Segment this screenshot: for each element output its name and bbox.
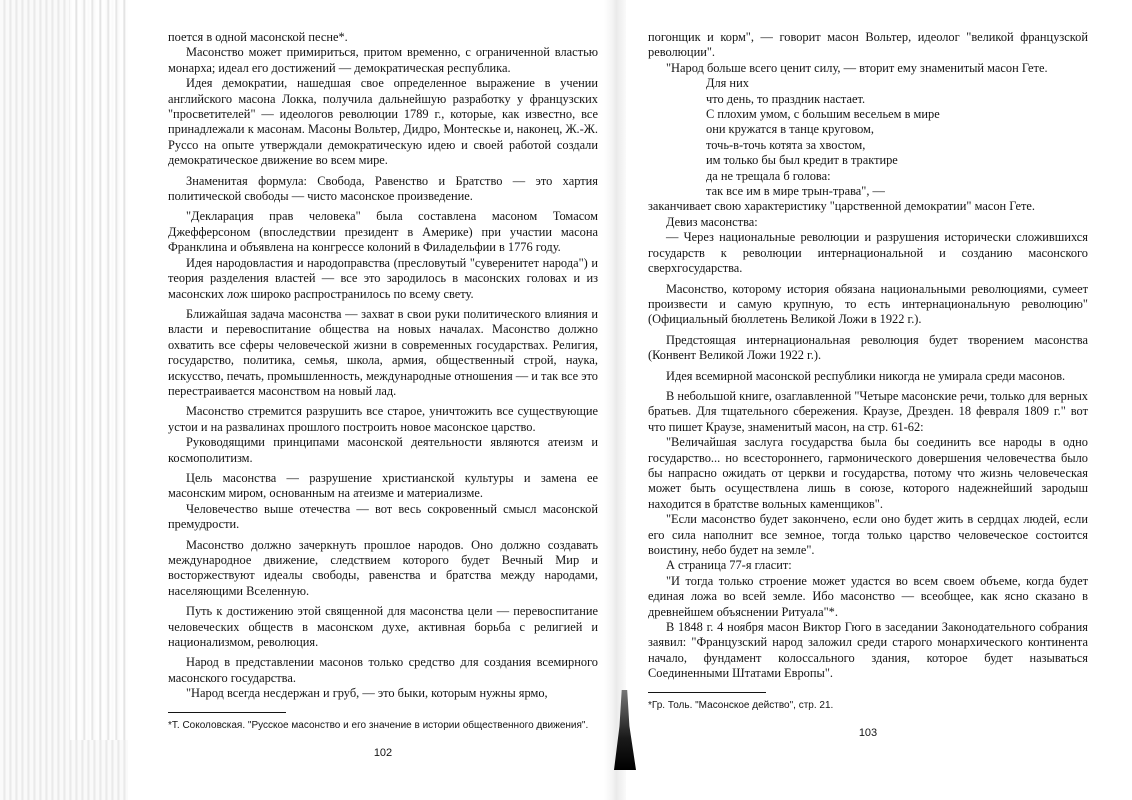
paragraph: Путь к достижению этой священной для масонства цели — перевоспитание человеческих обществ в масонском духе, активная борьба с религией и национализмом, революция. bbox=[168, 604, 598, 650]
paragraph: Идея демократии, нашедшая свое определенное выражение в учении английского масона Локка, получила дальнейшую разработку у французских "просветителей" — идеологов революции 1789 г., которые, как известно, все принадлежали к масонам. Масоны Вольтер, Дидро, Монтескье и, наконец, Ж.-Ж. Руссо на опыте утверждали демократическую идею и своей работой создали демократическое движение во всем мире. bbox=[168, 76, 598, 168]
paragraph: Идея всемирной масонской республики никогда не умирала среди масонов. bbox=[666, 368, 1066, 383]
paragraph: Ближайшая задача масонства — захват в свои руки политического влияния и власти и перевоспитание общества на новых началах. Масонство должно охватить все сферы человеческой жизни в современных государствах. Религия, государство, политика, семья, школа, армия, общественный строй, наука, искусство, печать, промышленность, международные отношения — и так все это перестраивается масонством на новый лад. bbox=[168, 306, 598, 398]
poem-quote bbox=[648, 76, 1088, 199]
footnote: *Гр. Толь. "Масонское действо", стр. 21. bbox=[648, 699, 834, 711]
poem-line: им только бы был кредит в трактире bbox=[706, 153, 898, 168]
paragraph: Масонство, которому история обязана национальными революциями, сумеет произвести и самую крупную, то есть интернациональную революцию" (Официальный бюллетень Великой Ложи в 1922 г.). bbox=[648, 281, 1088, 327]
paragraph: Масонство может примириться, притом временно, с ограниченной властью монарха; идеал его достижений — демократическая республика. bbox=[168, 45, 598, 75]
poem-line: что день, то праздник настает. bbox=[706, 91, 866, 106]
paragraph: Цель масонства — разрушение христианской культуры и замена ее масонским миром, основанным на атеизме и материализме. bbox=[168, 470, 598, 501]
paragraph: поется в одной масонской песне*. bbox=[168, 30, 348, 44]
paragraph: Девиз масонства: bbox=[666, 214, 758, 229]
poem-line: они кружатся в танце круговом, bbox=[706, 122, 874, 137]
paragraph: А страница 77-я гласит: bbox=[666, 558, 792, 573]
paragraph: "Народ больше всего ценит силу, — вторит ему знаменитый масон Гете. bbox=[666, 60, 1048, 75]
paragraph: погонщик и корм", — говорит масон Вольтер, идеолог "великой французской революции". bbox=[648, 30, 1088, 60]
page-number: 102 bbox=[373, 746, 393, 759]
paragraph: Руководящими принципами масонской деятельности являются атеизм и космополитизм. bbox=[168, 435, 598, 465]
left-page bbox=[168, 30, 598, 761]
paragraph: — Через национальные революции и разрушения исторически сложившихся государств к революции интернациональной и созданию масонского сверхгосударства. bbox=[648, 230, 1088, 276]
paragraph-last: "Народ всегда несдержан и груб, — это быки, которым нужны ярмо, bbox=[186, 686, 548, 701]
poem-line: Для них bbox=[706, 76, 749, 91]
footnote-rule bbox=[648, 692, 766, 693]
paragraph: заканчивает свою характеристику "царственной демократии" масон Гете. bbox=[648, 199, 1035, 214]
book-gutter bbox=[604, 0, 626, 800]
paragraph: Идея народовластия и народоправства (пресловутый "суверенитет народа") и теория разделения властей — все это зародилось в масонских головах и из масонских лож широко распространилось по всему свету. bbox=[168, 255, 598, 301]
right-page-text bbox=[648, 30, 1088, 682]
footnote: *Т. Соколовская. "Русское масонство и его значение в истории общественного движения". bbox=[168, 719, 589, 731]
paragraph: Предстоящая интернациональная революция будет творением масонства (Конвент Великой Ложи 1922 г.). bbox=[648, 332, 1088, 363]
page-number: 103 bbox=[858, 726, 878, 739]
paragraph: Знаменитая формула: Свобода, Равенство и Братство — это хартия политической свободы — чисто масонское произведение. bbox=[168, 173, 598, 204]
paragraph: "Величайшая заслуга государства была бы соединить все народы в одно государство... но всестороннего, гармонического довершения человечества было бы напрасно ожидать от церкви и государства, потому что жизнь человеческая может быть осуществлена лишь в союзе, которого надежнейший зародыш находится в братстве вольных каменщиков". bbox=[648, 435, 1088, 511]
paragraph: Масонство должно зачеркнуть прошлое народов. Оно должно создавать международное движение, следствием которого будет Вечный Мир и восторжествуют идеалы свободы, равенства и братства между народами, населяющими Вселенную. bbox=[168, 537, 598, 598]
paragraph: Народ в представлении масонов только средство для создания всемирного масонского государства. bbox=[168, 655, 598, 685]
paragraph: В небольшой книге, озаглавленной "Четыре масонские речи, только для верных братьев. Для тщательного сбережения. Краузе, Дрезден. 18 февраля 1809 г." вот что пишет Краузе, знаменитый масон, на стр. 61-62: bbox=[648, 388, 1088, 434]
right-page bbox=[648, 30, 1088, 741]
footnote-rule bbox=[168, 712, 286, 713]
paragraph: В 1848 г. 4 ноября масон Виктор Гюго в заседании Законодательного собрания заявил: "Французский народ заложил среди старого монархического континента начало, фундамент колоссального здания, которое будет называться Соединенными Штатами Европы". bbox=[648, 620, 1088, 681]
left-page-text bbox=[168, 30, 598, 702]
paragraph: "И тогда только строение может удастся во всем своем объеме, когда будет единая ложа во всей земле. Ибо масонство — всеобщее, как ясно сказано в древнейшем объяснении Ритуала"*. bbox=[648, 573, 1088, 619]
paragraph: Человечество выше отечества — вот весь сокровенный смысл масонской премудрости. bbox=[168, 501, 598, 532]
poem-line: точь-в-точь котята за хвостом, bbox=[706, 137, 866, 152]
paragraph: "Декларация прав человека" была составлена масоном Томасом Джефферсоном (впоследствии президент в Америке) при участии масона Франклина и объявлена на конгрессе колоний в Филадельфии в 1776 году. bbox=[168, 209, 598, 255]
page-edge-stack bbox=[0, 0, 128, 800]
poem-line: С плохим умом, с большим весельем в мире bbox=[706, 107, 940, 122]
poem-line: так все им в мире трын-трава", — bbox=[706, 184, 885, 199]
poem-line: да не трещала б голова: bbox=[706, 168, 831, 183]
paragraph: Масонство стремится разрушить все старое, уничтожить все существующие устои и на развалинах прошлого построить новое масонское царство. bbox=[168, 404, 598, 434]
paragraph: "Если масонство будет закончено, если оно будет жить в сердцах людей, если его сила наполнит все земное, тогда только царство человеческое состоится воистину, небо будет на земле". bbox=[648, 512, 1088, 557]
